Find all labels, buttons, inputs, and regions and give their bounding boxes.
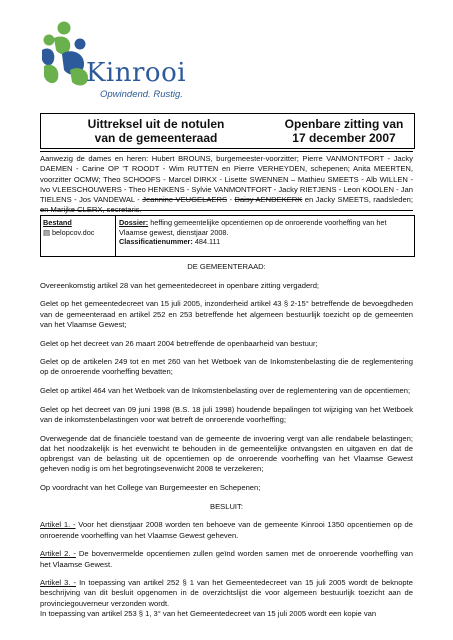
article-1 (40, 520, 413, 540)
column-divider (115, 216, 116, 256)
file-column (43, 218, 111, 237)
paragraph: Gelet op het decreet van 26 maart 2004 betreffende de openbaarheid van bestuur; (40, 338, 318, 348)
file-label: Bestand (43, 218, 72, 227)
session-line-1: Openbare zitting van (284, 117, 404, 131)
file-name: belopcov.doc (51, 227, 95, 237)
logo-wordmark: Kinrooi (86, 58, 187, 88)
absent-member: Daisy AENDEKERK (234, 195, 303, 205)
paragraph: Gelet op het decreet van 09 juni 1998 (B.S. 18 juli 1998) houdende bepalingen tot wijziging van het Wetboek van de inkomstenbelastingen voor wat betreft de onroerende voorheffing; (40, 404, 413, 425)
title-line-1: Uittreksel uit de notulen (87, 117, 225, 131)
attendance-list (40, 154, 413, 216)
article-text: De bovenvermelde opcentiemen zullen geïnd worden samen met de onroerende voorheffing van het Vlaamse Gewest. (40, 549, 413, 569)
absent-member: Jeannine VEUGELAERS (142, 195, 228, 205)
article-text: Voor het dienstjaar 2008 worden ten behoeve van de gemeente Kinrooi 1350 opcentiemen op de onroerende voorheffing van het Vlaamse Gewest geheven. (40, 520, 413, 540)
classification-number: 484.111 (192, 237, 221, 246)
article-label: Artikel 1. - (40, 520, 76, 530)
classification-label: Classificatienummer: (119, 237, 193, 246)
document-body (40, 262, 413, 628)
dossier-text: heffing gemeentelijke opcentiemen op de onroerende voorheffing van het Vlaamse gewest, dienstjaar 2008. (119, 218, 387, 237)
session-date: 17 december 2007 (292, 131, 396, 145)
article-3-continuation: In toepassing van artikel 253 § 1, 3° van het Gemeentedecreet van 15 juli 2005 wordt een kopie van (40, 608, 377, 618)
council-heading: DE GEMEENTERAAD: (187, 262, 266, 271)
document-icon: ▤ (43, 227, 50, 237)
paragraph: Gelet op de artikelen 249 tot en met 260 van het Wetboek van de Inkomstenbelasting die de reglementering op de onroerende voorheffing bevatten; (40, 357, 413, 377)
paragraph: Overwegende dat de financiële toestand van de gemeente de invoering vergt van alle rendabele belastingen; dat het noodzakelijk is het evenwicht te behouden in de gemeentelijke ontvangsten en uitgaven en dat de opbrengst van de belasting uit de opcentiemen op de onroerende voorheffing van het Vlaamse Gewest geheven nodig is om het begrotingsevenwicht 2008 te verzekeren; (40, 433, 413, 474)
logo-slogan: Opwindend. Rustig. (100, 89, 183, 100)
title-line-2: van de gemeenteraad (94, 131, 218, 145)
article-label: Artikel 3. - (40, 578, 77, 588)
paragraph: Op voordracht van het College van Burgemeester en Schepenen; (40, 483, 261, 493)
decision-heading: BESLUIT: (210, 501, 243, 511)
article-3 (40, 578, 413, 609)
attendance-text: Aanwezig de dames en heren: Hubert BROUNS, burgemeester-voorzitter; Pierre VANMONTFORT - Jacky DAEMEN - Carine OP 'T ROODT - Wim RUTTEN en Pierre VERHEYDEN, schepenen; Anita MEERTEN, voorzitter OCMW; Theo SCHOOFS - Marcel DIRKX - Lisette SWENNEN – Mathieu SMEETS - Alb WILLEN - Ivo VLEESCHOUWERS - Theo HENKENS - Sylvie VANMONTFORT - Jacky RIETJENS - Leon KOOLEN - Jan TIELENS - Jos VANDEWAL - (40, 154, 413, 205)
file-info-table (40, 215, 415, 257)
dossier-label: Dossier: (119, 218, 149, 227)
attendance-text-end: en Jacky SMEETS, raadsleden; en Marijke CLERX, secretaris. (40, 195, 413, 215)
divider (40, 210, 413, 211)
title-box (40, 113, 415, 149)
article-text: In toepassing van artikel 252 § 1 van het Gemeentedecreet van 15 juli 2005 wordt de beknopte beschrijving van dit besluit opgenomen in de overzichtslijst die voor algemeen bestuurlijk toezicht aan de provinciegouverneur verzonden wordt. (40, 578, 413, 608)
paragraph: Gelet op artikel 464 van het Wetboek van de Inkomstenbelasting over de reglementering van de opcentiemen; (40, 386, 411, 396)
paragraph: Gelet op het gemeentedecreet van 15 juli 2005, inzonderheid artikel 43 § 2-15° betreffende de bevoegdheden van de gemeenteraad en artikel 252 en 253 betreffende het algemeen bestuurlijk toezicht op de gemeenten van het Vlaamse Gewest; (40, 299, 413, 329)
dossier-column (119, 218, 409, 247)
file-link[interactable] (43, 228, 111, 238)
paragraph: Overeenkomstig artikel 28 van het gemeentedecreet in openbare zitting vergaderd; (40, 280, 320, 290)
divider (40, 151, 413, 152)
article-label: Artikel 2. - (40, 549, 76, 559)
article-2 (40, 549, 413, 569)
separator: - (227, 195, 235, 205)
document-title (51, 117, 261, 145)
session-title (279, 117, 409, 145)
